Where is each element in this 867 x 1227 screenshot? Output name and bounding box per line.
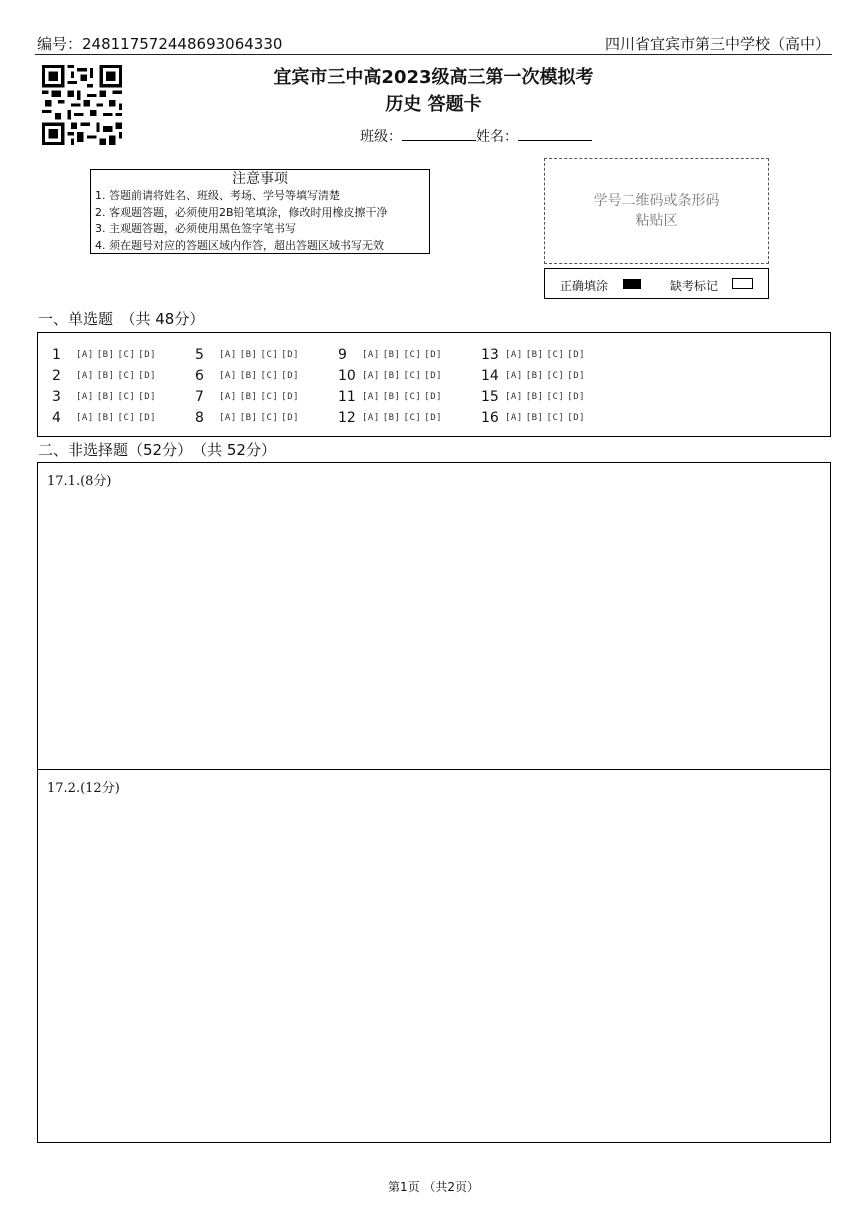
- mc-option-bubble[interactable]: [D]: [424, 349, 443, 360]
- mc-option-bubble[interactable]: [A]: [219, 370, 237, 381]
- student-info-fields: [360, 126, 592, 146]
- mc-question: [52, 365, 159, 383]
- mc-question-number: 16: [481, 409, 499, 426]
- mc-option-bubble[interactable]: [D]: [424, 391, 443, 402]
- mc-question-number: 8: [195, 409, 204, 426]
- mc-question: [195, 386, 302, 404]
- barcode-paste-area: [544, 158, 769, 264]
- mc-option-bubble[interactable]: [B]: [525, 349, 544, 360]
- mc-option-bubble[interactable]: [B]: [525, 370, 544, 381]
- mc-option-bubble[interactable]: [A]: [505, 370, 523, 381]
- section1-heading: 一、单选题 （共 48分）: [38, 310, 205, 328]
- mc-option-bubble[interactable]: [C]: [403, 412, 422, 423]
- mc-option-bubble[interactable]: [A]: [362, 370, 380, 381]
- mc-question: [52, 344, 159, 362]
- mc-question-number: 12: [338, 409, 356, 426]
- mc-question-number: 1: [52, 346, 61, 363]
- mc-option-bubble[interactable]: [B]: [525, 412, 544, 423]
- mc-option-bubble[interactable]: [A]: [362, 349, 380, 360]
- mc-option-bubble[interactable]: [A]: [76, 370, 94, 381]
- mc-question-number: 3: [52, 388, 61, 405]
- mc-option-bubble[interactable]: [B]: [96, 412, 115, 423]
- mc-option-bubble[interactable]: [A]: [219, 412, 237, 423]
- mc-option-bubble[interactable]: [D]: [281, 391, 300, 402]
- mc-question: [195, 344, 302, 362]
- mc-option-bubble[interactable]: [B]: [382, 349, 401, 360]
- mc-question-number: 15: [481, 388, 499, 405]
- mc-option-bubble[interactable]: [A]: [219, 391, 237, 402]
- notice-item: 2. 客观题答题，必须使用2B铅笔填涂，修改时用橡皮擦干净: [95, 205, 388, 219]
- mc-question-number: 10: [338, 367, 356, 384]
- barcode-area-line1: 学号二维码或条形码: [593, 193, 720, 209]
- absent-mark-label: 缺考标记: [670, 279, 719, 293]
- mc-option-bubble[interactable]: [B]: [239, 370, 258, 381]
- exam-title: 宜宾市三中高2023级高三第一次模拟考: [273, 67, 594, 88]
- mc-option-bubble[interactable]: [C]: [546, 349, 565, 360]
- multiple-choice-grid: [37, 332, 831, 437]
- mc-option-bubble[interactable]: [A]: [219, 349, 237, 360]
- filled-mark-icon: [623, 279, 641, 289]
- fill-legend: [544, 268, 769, 299]
- mc-question-number: 6: [195, 367, 204, 384]
- mc-option-bubble[interactable]: [B]: [239, 412, 258, 423]
- mc-question: [338, 365, 445, 383]
- mc-option-bubble[interactable]: [D]: [138, 412, 157, 423]
- mc-option-bubble[interactable]: [C]: [117, 370, 136, 381]
- mc-question-number: 9: [338, 346, 347, 363]
- mc-question: [481, 365, 588, 383]
- mc-option-bubble[interactable]: [C]: [117, 349, 136, 360]
- barcode-area-line2: 粘贴区: [635, 213, 678, 229]
- mc-option-bubble[interactable]: [B]: [96, 370, 115, 381]
- mc-question: [52, 407, 159, 425]
- mc-option-bubble[interactable]: [C]: [403, 391, 422, 402]
- question-label-17-2: 17.2.(12分): [47, 781, 120, 796]
- mc-option-bubble[interactable]: [C]: [260, 370, 279, 381]
- mc-option-bubble[interactable]: [C]: [117, 391, 136, 402]
- question-label-17-1: 17.1.(8分): [47, 474, 112, 489]
- mc-option-bubble[interactable]: [B]: [525, 391, 544, 402]
- mc-question-number: 11: [338, 388, 356, 405]
- mc-option-bubble[interactable]: [B]: [382, 391, 401, 402]
- mc-question-number: 4: [52, 409, 61, 426]
- name-field[interactable]: [518, 128, 592, 141]
- mc-option-bubble[interactable]: [A]: [362, 412, 380, 423]
- mc-option-bubble[interactable]: [A]: [76, 412, 94, 423]
- notice-item: 1. 答题前请将姓名、班级、考场、学号等填写清楚: [95, 189, 340, 202]
- exam-subtitle: 历史 答题卡: [385, 94, 482, 115]
- mc-option-bubble[interactable]: [B]: [96, 349, 115, 360]
- mc-option-bubble[interactable]: [D]: [138, 349, 157, 360]
- mc-question: [481, 407, 588, 425]
- answer-area-17-2[interactable]: [37, 769, 831, 1143]
- mc-question-number: 5: [195, 346, 204, 363]
- mc-option-bubble[interactable]: [B]: [382, 370, 401, 381]
- mc-question: [481, 344, 588, 362]
- mc-option-bubble[interactable]: [B]: [239, 349, 258, 360]
- mc-option-bubble[interactable]: [D]: [567, 391, 586, 402]
- section2-heading: 二、非选择题（52分） （共 52分）: [38, 441, 276, 459]
- mc-option-bubble[interactable]: [D]: [281, 349, 300, 360]
- mc-question-number: 7: [195, 388, 204, 405]
- mc-option-bubble[interactable]: [C]: [260, 412, 279, 423]
- mc-option-bubble[interactable]: [D]: [281, 412, 300, 423]
- mc-option-bubble[interactable]: [D]: [281, 370, 300, 381]
- answer-area-17-1[interactable]: [37, 462, 831, 770]
- mc-option-bubble[interactable]: [C]: [403, 349, 422, 360]
- mc-question-number: 13: [481, 346, 499, 363]
- mc-option-bubble[interactable]: [A]: [76, 349, 94, 360]
- mc-question: [338, 344, 445, 362]
- mc-option-bubble[interactable]: [A]: [505, 412, 523, 423]
- mc-option-bubble[interactable]: [A]: [362, 391, 380, 402]
- mc-option-bubble[interactable]: [C]: [546, 370, 565, 381]
- notice-title: 注意事项: [232, 171, 288, 187]
- school-name: 四川省宜宾市第三中学校（高中）: [604, 35, 830, 53]
- mc-question-number: 2: [52, 367, 61, 384]
- mc-option-bubble[interactable]: [D]: [424, 412, 443, 423]
- mc-option-bubble[interactable]: [C]: [546, 391, 565, 402]
- mc-question: [195, 365, 302, 383]
- mc-option-bubble[interactable]: [D]: [138, 370, 157, 381]
- mc-question: [338, 407, 445, 425]
- class-label: 班级：: [360, 129, 402, 145]
- mc-option-bubble[interactable]: [D]: [138, 391, 157, 402]
- class-field[interactable]: [402, 128, 476, 141]
- mc-option-bubble[interactable]: [B]: [239, 391, 258, 402]
- absent-mark-checkbox[interactable]: [732, 278, 753, 289]
- mc-option-bubble[interactable]: [B]: [382, 412, 401, 423]
- mc-question: [338, 386, 445, 404]
- mc-option-bubble[interactable]: [A]: [505, 349, 523, 360]
- mc-option-bubble[interactable]: [C]: [403, 370, 422, 381]
- mc-option-bubble[interactable]: [C]: [546, 412, 565, 423]
- mc-option-bubble[interactable]: [C]: [260, 391, 279, 402]
- header-divider: [35, 54, 832, 55]
- mc-question: [52, 386, 159, 404]
- mc-option-bubble[interactable]: [A]: [76, 391, 94, 402]
- page-footer: 第1页 （共2页）: [387, 1180, 480, 1194]
- mc-option-bubble[interactable]: [A]: [505, 391, 523, 402]
- mc-question: [481, 386, 588, 404]
- correct-fill-label: 正确填涂: [560, 279, 609, 293]
- name-label: 姓名：: [476, 129, 518, 145]
- notice-item: 3. 主观题答题，必须使用黑色签字笔书写: [95, 222, 296, 235]
- mc-option-bubble[interactable]: [D]: [567, 349, 586, 360]
- mc-question: [195, 407, 302, 425]
- mc-question-number: 14: [481, 367, 499, 384]
- notice-item: 4. 须在题号对应的答题区域内作答，超出答题区域书写无效: [95, 238, 384, 252]
- mc-option-bubble[interactable]: [B]: [96, 391, 115, 402]
- mc-option-bubble[interactable]: [D]: [567, 370, 586, 381]
- mc-option-bubble[interactable]: [D]: [567, 412, 586, 423]
- serial-number: 编号：248117572448693064330: [37, 35, 283, 53]
- notice-box: [90, 169, 430, 254]
- mc-option-bubble[interactable]: [D]: [424, 370, 443, 381]
- mc-option-bubble[interactable]: [C]: [260, 349, 279, 360]
- mc-option-bubble[interactable]: [C]: [117, 412, 136, 423]
